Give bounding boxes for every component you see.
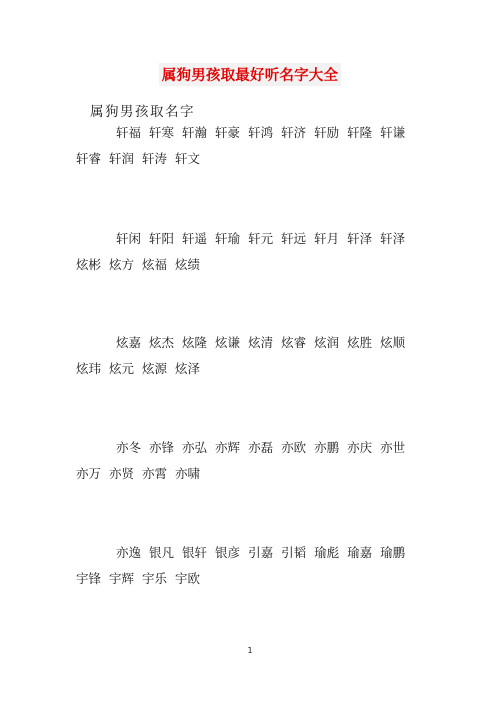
name-item: 亦万 [76,466,102,481]
name-group-3 [76,330,436,382]
name-item: 亦啸 [175,466,201,481]
name-item: 炫福 [142,257,168,272]
name-item: 银凡 [149,545,175,560]
name-item: 炫杰 [149,335,175,350]
name-item: 炫元 [109,361,135,376]
name-item: 轩励 [314,125,340,140]
name-item: 轩济 [281,125,307,140]
name-item: 轩遥 [182,231,208,246]
name-item: 轩阳 [149,231,175,246]
name-item: 轩元 [248,231,274,246]
name-group-2 [76,226,436,278]
name-item: 轩鸿 [248,125,274,140]
name-item: 炫谦 [215,335,241,350]
name-item: 亦贤 [109,466,135,481]
name-line [76,461,436,487]
title-container [0,63,500,86]
name-item: 轩闲 [116,231,142,246]
name-item: 炫胜 [347,335,373,350]
name-item: 轩涛 [142,151,168,166]
name-item: 亦鹏 [314,440,340,455]
name-item: 瑜嘉 [347,545,373,560]
name-item: 轩隆 [347,125,373,140]
name-line [76,435,436,461]
name-item: 轩寒 [149,125,175,140]
name-item: 亦逸 [116,545,142,560]
name-item: 亦庆 [347,440,373,455]
name-item: 炫泽 [175,361,201,376]
name-item: 轩月 [314,231,340,246]
name-group-4 [76,435,436,487]
name-item: 引韬 [281,545,307,560]
name-item: 宇辉 [109,571,135,586]
name-line [76,330,436,356]
name-item: 轩瑜 [215,231,241,246]
name-item: 瑜鹏 [380,545,406,560]
name-line [76,356,436,382]
name-item: 炫嘉 [116,335,142,350]
name-item: 银彦 [215,545,241,560]
name-item: 炫润 [314,335,340,350]
name-item: 引嘉 [248,545,274,560]
name-item: 轩泽 [380,231,406,246]
section-subtitle: 属狗男孩取名字 [90,104,195,120]
name-line [76,566,436,592]
name-item: 炫彬 [76,257,102,272]
name-line [76,252,436,278]
name-item: 轩文 [175,151,201,166]
name-item: 亦冬 [116,440,142,455]
name-item: 轩谦 [380,125,406,140]
name-item: 炫绩 [175,257,201,272]
name-item: 炫玮 [76,361,102,376]
name-item: 亦辉 [215,440,241,455]
name-line [76,146,436,172]
page-title: 属狗男孩取最好听名字大全 [159,63,341,86]
name-item: 亦欧 [281,440,307,455]
name-group-5 [76,540,436,592]
name-item: 亦世 [380,440,406,455]
name-item: 轩泽 [347,231,373,246]
name-item: 炫方 [109,257,135,272]
name-item: 炫隆 [182,335,208,350]
name-item: 轩润 [109,151,135,166]
name-group-1 [76,120,436,172]
name-line [76,120,436,146]
name-item: 宇锋 [76,571,102,586]
name-item: 宇乐 [142,571,168,586]
name-item: 瑜彪 [314,545,340,560]
page-number: 1 [247,646,253,655]
name-item: 炫睿 [281,335,307,350]
name-item: 宇欧 [175,571,201,586]
name-item: 炫顺 [380,335,406,350]
name-item: 轩远 [281,231,307,246]
name-item: 银轩 [182,545,208,560]
name-item: 轩福 [116,125,142,140]
name-item: 亦锋 [149,440,175,455]
name-item: 亦磊 [248,440,274,455]
name-item: 亦霄 [142,466,168,481]
name-line [76,540,436,566]
name-item: 炫清 [248,335,274,350]
name-item: 亦弘 [182,440,208,455]
name-item: 轩豪 [215,125,241,140]
name-item: 轩瀚 [182,125,208,140]
name-item: 轩睿 [76,151,102,166]
name-line [76,226,436,252]
name-item: 炫源 [142,361,168,376]
